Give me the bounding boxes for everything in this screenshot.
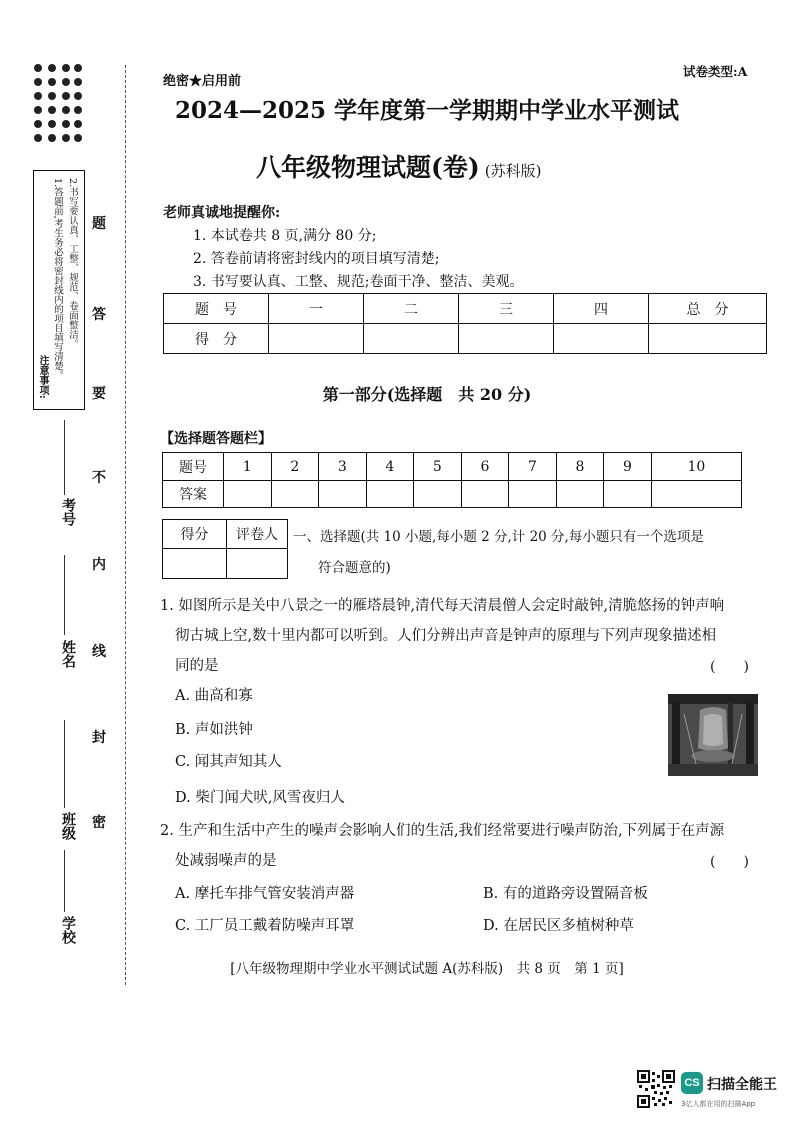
part1-title: 第一部分(选择题 共 20 分) (322, 385, 532, 404)
subtitle-main: 八年级物理试题(卷) (256, 153, 480, 182)
section1-heading: 一、选择题(共 10 小题,每小题 2 分,计 20 分,每小题只有一个选项是 (293, 529, 704, 545)
seal-char: 内 (92, 557, 106, 573)
seal-char: 线 (92, 644, 106, 660)
score-table-row-label: 得 分 (164, 324, 269, 354)
answer-number: 1 (224, 453, 272, 481)
notice-line-1: 1.答题前,考生务必将密封线内的项目填写清楚。 (52, 178, 63, 381)
question-1-option-a: A. 曲高和寡 (175, 688, 253, 704)
score-table (163, 293, 767, 354)
score-cell[interactable] (364, 324, 459, 354)
field-line-name (64, 555, 65, 635)
question-2-option-d: D. 在居民区多植树种草 (483, 918, 634, 934)
answer-cell[interactable] (556, 481, 604, 508)
grader-score-label: 得分 (163, 520, 227, 549)
field-line-school (64, 850, 65, 912)
question-2-option-a: A. 摩托车排气管安装消声器 (175, 886, 355, 902)
reminder-heading: 老师真诚地提醒你: (163, 205, 281, 221)
question-1-option-b: B. 声如洪钟 (175, 722, 253, 738)
grader-name-label: 评卷人 (227, 520, 288, 549)
reminder-item: 2. 答卷前请将密封线内的项目填写清楚; (193, 251, 440, 267)
score-table-header: 一 (269, 294, 364, 324)
question-1-line: 1. 如图所示是关中八景之一的雁塔晨钟,清代每天清晨僧人会定时敲钟,清脆悠扬的钟声响 (160, 598, 725, 614)
section1-heading-cont: 符合题意的) (318, 560, 391, 576)
answer-table (162, 452, 742, 508)
question-2-line: 处减弱噪声的是 (175, 853, 277, 869)
qr-code-icon (637, 1070, 675, 1108)
question-1-answer-paren[interactable]: ( ) (710, 659, 749, 675)
question-2-option-c: C. 工厂员工戴着防噪声耳罩 (175, 918, 355, 934)
notice-heading: 注意事项: (37, 355, 48, 399)
reminder-item: 3. 书写要认真、工整、规范;卷面干净、整洁、美观。 (193, 274, 524, 290)
scanner-logo-icon (681, 1072, 703, 1094)
answer-label: 答案 (163, 481, 224, 508)
seal-char: 密 (92, 815, 106, 831)
question-1-option-c: C. 闻其声知其人 (175, 754, 282, 770)
grader-name-cell[interactable] (227, 549, 288, 579)
field-label-class: 班级 (60, 812, 76, 840)
question-2-answer-paren[interactable]: ( ) (710, 854, 749, 870)
page-footer: [八年级物理期中学业水平测试试题 A(苏科版) 共 8 页 第 1 页] (230, 961, 624, 977)
score-table-header: 三 (459, 294, 554, 324)
answer-number: 5 (414, 453, 462, 481)
field-label-name: 姓名 (60, 640, 76, 668)
answer-row-label: 题号 (163, 453, 224, 481)
score-table-header: 题 号 (164, 294, 269, 324)
scanner-logo-text: CS (684, 1077, 700, 1089)
bell-tower-photo (668, 694, 758, 776)
answer-cell[interactable] (319, 481, 367, 508)
notice-line-2: 2.书写要认真、工整、规范、卷面整洁。 (67, 178, 78, 349)
field-line-exam-no (64, 420, 65, 495)
page-title: 2024—2025 学年度第一学期期中学业水平测试 (174, 97, 680, 124)
answer-bar-title: 【选择题答题栏】 (160, 431, 272, 447)
field-label-school: 学校 (60, 916, 76, 944)
answer-cell[interactable] (604, 481, 652, 508)
answer-number: 7 (509, 453, 557, 481)
answer-number: 6 (461, 453, 509, 481)
answer-cell[interactable] (224, 481, 272, 508)
scanner-tagline: 3亿人都在用的扫描App (681, 1100, 756, 1108)
answer-cell[interactable] (271, 481, 319, 508)
seal-char: 封 (92, 730, 106, 746)
score-cell[interactable] (459, 324, 554, 354)
seal-char: 题 (92, 216, 106, 232)
seal-line (125, 65, 126, 985)
grader-score-cell[interactable] (163, 549, 227, 579)
score-cell[interactable] (554, 324, 649, 354)
answer-cell[interactable] (366, 481, 414, 508)
answer-number: 4 (366, 453, 414, 481)
question-1-line: 彻古城上空,数十里内都可以听到。人们分辨出声音是钟声的原理与下列声现象描述相 (175, 628, 717, 644)
answer-number: 2 (271, 453, 319, 481)
question-2-line: 2. 生产和生活中产生的噪声会影响人们的生活,我们经常要进行噪声防治,下列属于在声源 (160, 823, 725, 839)
question-1-line: 同的是 (175, 658, 219, 674)
question-1-option-d: D. 柴门闻犬吠,风雪夜归人 (175, 790, 345, 806)
answer-cell[interactable] (509, 481, 557, 508)
page-subtitle (256, 148, 541, 184)
secret-label: 绝密★启用前 (163, 74, 242, 89)
seal-char: 要 (92, 386, 106, 402)
answer-number: 8 (556, 453, 604, 481)
answer-number: 10 (651, 453, 741, 481)
subtitle-edition: (苏科版) (484, 162, 542, 180)
question-2-option-b: B. 有的道路旁设置隔音板 (483, 886, 648, 902)
seal-char: 不 (92, 470, 106, 486)
score-table-header: 总 分 (649, 294, 767, 324)
answer-cell[interactable] (461, 481, 509, 508)
score-cell[interactable] (269, 324, 364, 354)
answer-cell[interactable] (414, 481, 462, 508)
answer-cell[interactable] (651, 481, 741, 508)
scanner-brand: 扫描全能王 (707, 1076, 777, 1092)
field-label-exam-no: 考号 (60, 498, 76, 526)
score-table-header: 四 (554, 294, 649, 324)
score-table-header: 二 (364, 294, 459, 324)
reminder-item: 1. 本试卷共 8 页,满分 80 分; (193, 228, 377, 244)
answer-number: 3 (319, 453, 367, 481)
seal-char: 答 (92, 307, 106, 323)
binding-sidebar (0, 0, 130, 1124)
grader-box (162, 519, 288, 579)
score-cell[interactable] (649, 324, 767, 354)
field-line-class (64, 720, 65, 808)
paper-type: 试卷类型:A (683, 64, 748, 79)
answer-number: 9 (604, 453, 652, 481)
